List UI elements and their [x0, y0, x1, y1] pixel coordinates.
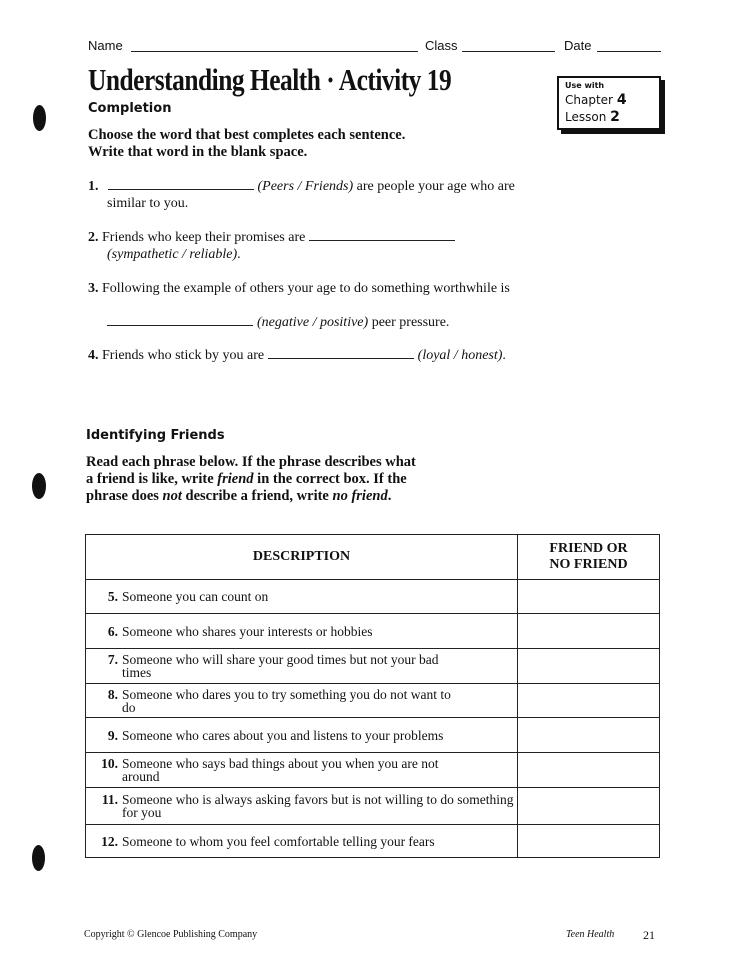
- row-number: 5.: [107, 589, 118, 604]
- completion-instructions-1: Choose the word that best completes each sentence.: [88, 127, 406, 143]
- row-number: 8.: [107, 686, 118, 702]
- table-row: [86, 753, 660, 788]
- answer-box[interactable]: [518, 825, 660, 858]
- friend-header-line-2: NO FRIEND: [549, 557, 628, 572]
- question-text: Friends who stick by you are: [102, 348, 268, 363]
- hole-punch-mark: [33, 105, 46, 131]
- use-with-box: [557, 76, 661, 130]
- row-description: [86, 649, 518, 684]
- row-number: 7.: [107, 652, 118, 667]
- row-description: [86, 788, 518, 825]
- table-row: [86, 614, 660, 649]
- table-row: [86, 684, 660, 718]
- question-number: 3.: [88, 281, 99, 296]
- instruction-text: in the correct box. If the: [253, 471, 407, 487]
- date-label: Date: [564, 38, 592, 53]
- row-number: 11.: [101, 792, 118, 807]
- question-number: 4.: [88, 348, 99, 363]
- question-2-choice: [107, 246, 241, 263]
- row-number: 12.: [101, 833, 118, 849]
- choice-text: (negative / positive): [257, 315, 369, 330]
- question-text: Following the example of others your age to do something worthwhile is: [102, 281, 510, 296]
- table-header-row: [86, 535, 660, 580]
- question-text: peer pressure.: [368, 315, 450, 330]
- row-description: [86, 614, 518, 649]
- answer-box[interactable]: [518, 753, 660, 788]
- answer-blank-2[interactable]: [309, 229, 455, 241]
- book-title: Teen Health: [566, 929, 615, 940]
- name-label: Name: [88, 38, 123, 53]
- row-description: [86, 718, 518, 753]
- question-number: 2.: [88, 230, 99, 245]
- friends-table: [85, 534, 660, 858]
- hole-punch-mark: [32, 845, 45, 871]
- question-2: [88, 229, 455, 246]
- completion-heading: Completion: [88, 101, 172, 116]
- identifying-instructions-3: [86, 488, 391, 505]
- friend-header-line-1: FRIEND OR: [549, 541, 628, 556]
- identifying-instructions-1: Read each phrase below. If the phrase describes what: [86, 454, 416, 470]
- row-number: 10.: [101, 756, 118, 771]
- answer-box[interactable]: [518, 614, 660, 649]
- class-field[interactable]: [462, 51, 555, 52]
- description-header: DESCRIPTION: [86, 535, 518, 580]
- choice-text: (loyal / honest): [417, 348, 503, 363]
- chapter-line: [565, 92, 627, 108]
- hole-punch-mark: [32, 473, 46, 499]
- row-text: Someone to whom you feel comfortable telling your fears: [122, 833, 435, 849]
- instruction-emphasis: no friend: [332, 488, 388, 504]
- lesson-line: [565, 109, 620, 125]
- identifying-friends-heading: Identifying Friends: [86, 428, 225, 443]
- answer-box[interactable]: [518, 788, 660, 825]
- row-text: Someone who dares you to try something you do not want to do: [122, 686, 451, 715]
- row-text: Someone who will share your good times but not your bad times: [122, 652, 439, 680]
- completion-instructions-2: Write that word in the blank space.: [88, 144, 308, 160]
- instruction-emphasis: not: [162, 488, 182, 504]
- instruction-text: a friend is like, write: [86, 471, 218, 487]
- table-row: [86, 718, 660, 753]
- question-1-continued: similar to you.: [107, 196, 189, 211]
- question-3-continued: [107, 314, 449, 331]
- choice-text: (sympathetic / reliable): [107, 247, 238, 262]
- answer-box[interactable]: [518, 718, 660, 753]
- chapter-number: 4: [616, 92, 627, 108]
- table-row: [86, 649, 660, 684]
- instruction-emphasis: friend: [217, 471, 254, 487]
- row-description: [86, 684, 518, 718]
- row-description: [86, 753, 518, 788]
- period: .: [237, 247, 241, 262]
- row-description: [86, 580, 518, 614]
- identifying-instructions-2: [86, 471, 407, 488]
- copyright: Copyright © Glencoe Publishing Company: [84, 929, 258, 940]
- row-text: Someone who shares your interests or hobbies: [122, 623, 373, 639]
- page-number: 21: [643, 928, 655, 942]
- answer-box[interactable]: [518, 580, 660, 614]
- lesson-number: 2: [610, 109, 620, 125]
- friend-header: [518, 535, 660, 580]
- lesson-label: Lesson: [565, 110, 607, 124]
- table-row: [86, 825, 660, 858]
- choice-text: (Peers / Friends): [257, 179, 354, 194]
- row-number: 9.: [107, 727, 118, 743]
- question-1: [88, 178, 515, 195]
- page-title: Understanding Health · Activity 19: [88, 62, 452, 97]
- table-row: [86, 580, 660, 614]
- period: .: [502, 348, 506, 363]
- question-number: 1.: [88, 179, 99, 194]
- row-text: Someone who is always asking favors but is not willing to do something for you: [122, 792, 514, 820]
- use-with-label: Use with: [565, 81, 605, 90]
- row-description: [86, 825, 518, 858]
- chapter-label: Chapter: [565, 93, 613, 107]
- row-text: Someone you can count on: [122, 589, 269, 604]
- name-field[interactable]: [131, 51, 418, 52]
- table-row: [86, 788, 660, 825]
- class-label: Class: [425, 38, 458, 53]
- answer-blank-3[interactable]: [107, 314, 253, 326]
- question-text: are people your age who are: [353, 179, 515, 194]
- question-4: [88, 347, 506, 364]
- row-number: 6.: [107, 623, 118, 639]
- answer-box[interactable]: [518, 649, 660, 684]
- instruction-text: phrase does: [86, 488, 163, 504]
- date-field[interactable]: [597, 51, 661, 52]
- answer-blank-1[interactable]: [108, 178, 254, 190]
- answer-box[interactable]: [518, 684, 660, 718]
- row-text: Someone who cares about you and listens to your problems: [122, 727, 444, 743]
- row-text: Someone who says bad things about you when you are not around: [122, 756, 439, 784]
- question-text: Friends who keep their promises are: [102, 230, 309, 245]
- question-3: [88, 280, 510, 297]
- answer-blank-4[interactable]: [268, 347, 414, 359]
- instruction-text: .: [387, 488, 392, 504]
- instruction-text: describe a friend, write: [181, 488, 333, 504]
